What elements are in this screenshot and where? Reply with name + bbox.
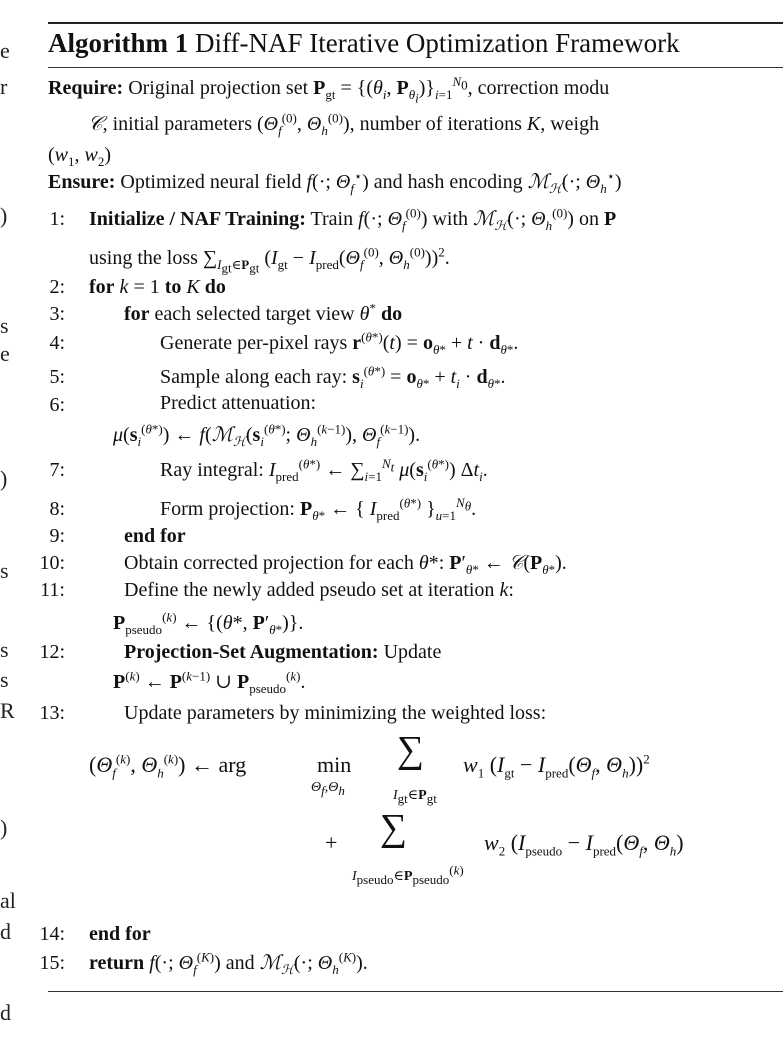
step-6-cont: $\mu(s_i^{(\theta*)})$ ← $f(ℳ_ℋ(s_i^{(\theta*)}$; $\Theta_h^{(k-1)}$), $\Theta_f^{(k-1)}$). <box>113 421 421 449</box>
keyword-for: for <box>89 276 115 298</box>
ensure-label: Ensure: <box>48 171 116 193</box>
bottom-rule <box>48 991 783 992</box>
step-number: 14: <box>39 923 65 945</box>
sum-subscript: $I_{pseudo}\in P_{pseudo}^{(k)}$ <box>352 862 464 887</box>
step-10: Obtain corrected projection for each θ*: $P'_{\theta*}$ ← $𝒞(P_{\theta*})$. <box>124 552 567 577</box>
margin-glyph: ) <box>0 466 8 491</box>
step-number: 4: <box>49 332 65 354</box>
step-number: 11: <box>40 579 65 601</box>
keyword-return: return <box>89 952 145 974</box>
step-number: 15: <box>39 952 65 974</box>
step-7: Ray integral: $I_{pred}^{(\theta*)}$ ← $\sum_{i=1}^{N_t}$ $\mu(s_i^{(\theta*)})$ $\Delta t_i$. <box>160 456 488 484</box>
step-number: 13: <box>39 702 65 724</box>
require-line-1: Require: Original projection set $P_{gt} = \{(\theta_i$, $P_{\theta_i})\}_{i=1}^{N_0}$, correction modu <box>48 74 610 106</box>
require-line-3: ($w_1$, $w_2$) <box>48 144 112 169</box>
margin-glyph: al <box>0 888 16 913</box>
step-11-cont: $P_{pseudo}^{(k)}$ ← {(θ*, $P'_{\theta*}$)}. <box>113 609 304 637</box>
step-1: Initialize / NAF Training: Train f(·; $\Theta_f^{(0)}$) with ℳ$_ℋ$(·; $\Theta_h^{(0)}$) on P <box>89 205 617 233</box>
step-number: 7: <box>49 459 65 481</box>
loss-term-2: $w_2$ ($I_{pseudo} - I_{pred}(\Theta_f$, $\Theta_h$) <box>484 830 684 859</box>
step-number: 8: <box>49 498 65 520</box>
step-12-text: Update <box>383 641 442 663</box>
step-number: 2: <box>49 276 65 298</box>
algorithm-name: Diff-NAF Iterative Optimization Framework <box>194 28 680 58</box>
margin-glyph: s <box>0 637 9 662</box>
sum-symbol: ∑ <box>380 807 408 849</box>
step-14 <box>89 922 151 946</box>
margin-glyph: d <box>0 1000 11 1025</box>
argmin-min: min <box>317 752 352 777</box>
step-8: Form projection: $P_{\theta*}$ ← { $I_{pred}^{(\theta*)}$ }$_{u=1}^{N_\theta}$. <box>160 495 477 523</box>
margin-glyph: e <box>0 38 10 63</box>
step-12 <box>124 640 441 664</box>
step-number: 6: <box>49 394 65 416</box>
step-number: 12: <box>39 641 65 663</box>
require-line-2: 𝒞, initial parameters ($\Theta_f^{(0)}$, $\Theta_h^{(0)}$), number of iterations K, weigh <box>88 110 600 138</box>
margin-glyph: e <box>0 341 10 366</box>
top-rule <box>48 22 783 24</box>
keyword-do: do <box>204 276 226 298</box>
margin-glyph: r <box>0 74 8 99</box>
step-keyword: Projection-Set Augmentation: <box>124 641 379 663</box>
step-5: Sample along each ray: $s_i^{(\theta*)} = o_{\theta*} + t_i \cdot d_{\theta*}$. <box>160 363 506 391</box>
keyword-end-for: end for <box>124 525 186 547</box>
sum-subscript: $I_{gt}\in P_{gt}$ <box>393 788 437 806</box>
step-4: Generate per-pixel rays $r^{(\theta*)}(t) = o_{\theta*} + t \cdot d_{\theta*}$. <box>160 329 519 357</box>
keyword-to: to <box>164 276 182 298</box>
require-label: Require: <box>48 77 124 99</box>
sum-symbol: ∑ <box>397 729 425 771</box>
step-13: Update parameters by minimizing the weighted loss: <box>124 702 547 724</box>
margin-glyph: s <box>0 313 9 338</box>
margin-glyph: ) <box>0 203 8 228</box>
margin-glyph: s <box>0 667 9 692</box>
plus-sign: + <box>325 830 338 855</box>
step-6: Predict attenuation: <box>160 392 317 414</box>
step-number: 5: <box>49 366 65 388</box>
loss-equation-line-1: ($\Theta_f^{(k)}$, $\Theta_h^{(k)}$) ← arg <box>89 751 247 781</box>
algorithm-title <box>48 28 680 59</box>
margin-glyph: ) <box>0 815 8 840</box>
keyword-for: for <box>124 303 150 325</box>
step-number: 10: <box>39 552 65 574</box>
argmin-subscript: $\Theta_f,\Theta_h$ <box>311 780 345 798</box>
step-12-cont: $P^{(k)}$ ← $P^{(k-1)}$ ∪ $P_{pseudo}^{(k)}$. <box>113 668 306 696</box>
step-11: Define the newly added pseudo set at iteration k: <box>124 579 514 601</box>
loss-term-1: $w_1$ ($I_{gt} - I_{pred}(\Theta_f$, $\Theta_h))^2$ <box>463 751 650 781</box>
ensure-line: Ensure: Optimized neural field f(·; $\Theta_f^⋆$) and hash encoding ℳ$_ℋ$(·; $\Theta_h^⋆$) <box>48 168 622 196</box>
step-3: for each selected target view θ* do <box>124 300 403 325</box>
step-number: 9: <box>49 525 65 547</box>
step-keyword: Initialize / NAF Training: <box>89 208 306 230</box>
step-number: 1: <box>49 208 65 230</box>
margin-glyph: R <box>0 698 15 723</box>
keyword-do: do <box>380 303 403 325</box>
step-15: return f(·; $\Theta_f^{(K)}$) and ℳ$_ℋ$(·; $\Theta_h^{(K)}$). <box>89 949 368 977</box>
algorithm-label: Algorithm 1 <box>48 28 189 58</box>
margin-glyph: s <box>0 558 9 583</box>
step-2: for k = 1 to K do <box>89 276 226 298</box>
step-number: 3: <box>49 303 65 325</box>
step-9 <box>124 524 186 548</box>
keyword-end-for: end for <box>89 923 151 945</box>
title-rule <box>48 67 783 68</box>
margin-glyph: d <box>0 919 11 944</box>
step-1-cont: using the loss $\sum_{I_{gt}\in P_{gt}}$ ($I_{gt} - I_{pred}(\Theta_f^{(0)}$, $\Theta_h^{(0)}))^2$. <box>89 244 450 276</box>
